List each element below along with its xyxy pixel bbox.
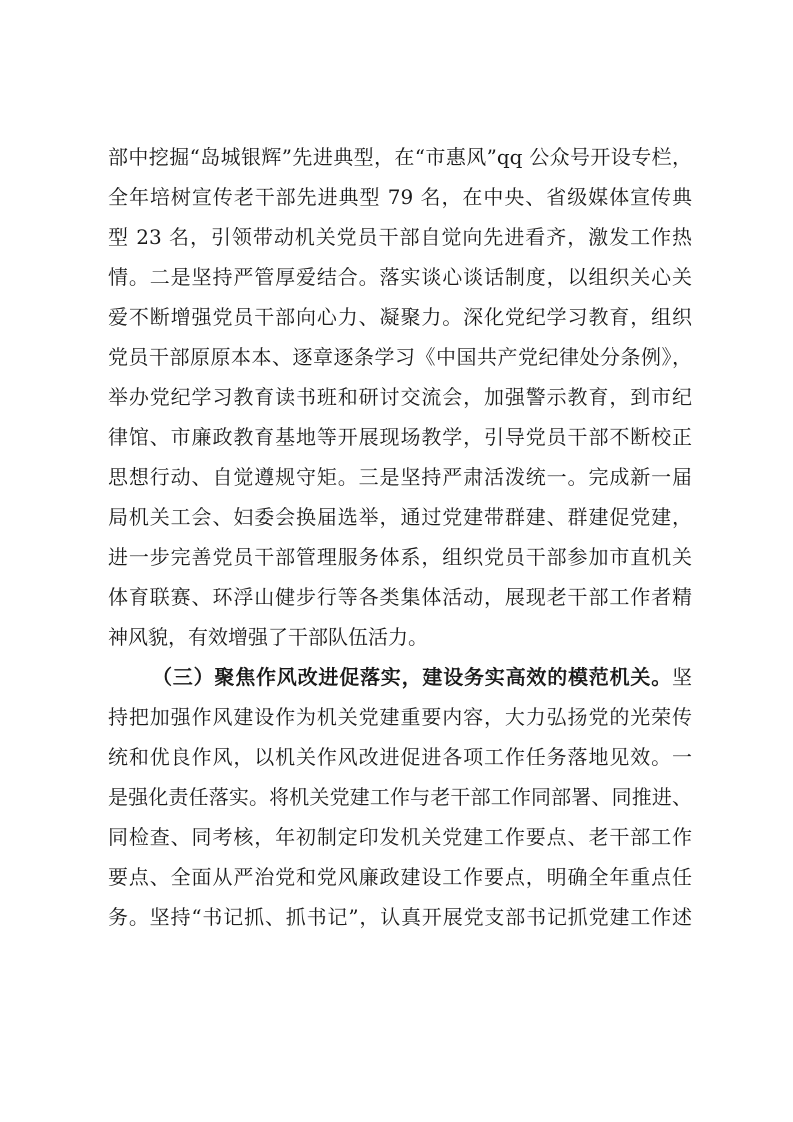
heading-line-tail: 坚 [672,665,692,689]
document-body [108,137,692,937]
section-heading-line [108,657,692,697]
text-line: 局机关工会、妇委会换届选举，通过党建带群建、群建促党建， [108,505,692,529]
text-line: 思想行动、自觉遵规守矩。三是坚持严肃活泼统一。完成新一届 [108,465,692,489]
text-line: 要点、全面从严治党和党风廉政建设工作要点，明确全年重点任 [108,865,692,889]
text-line: 统和优良作风，以机关作风改进促进各项工作任务落地见效。一 [108,745,692,769]
text-line: 是强化责任落实。将机关党建工作与老干部工作同部署、同推进、 [108,785,692,809]
text-line: 同检查、同考核，年初制定印发机关党建工作要点、老干部工作 [108,825,692,849]
text-line: 务。坚持“书记抓、抓书记”，认真开展党支部书记抓党建工作述 [108,905,692,929]
section-heading: （三）聚焦作风改进促落实，建设务实高效的模范机关。 [152,665,672,689]
text-line: 律馆、市廉政教育基地等开展现场教学，引导党员干部不断校正 [108,425,692,449]
text-line: 型 23 名，引领带动机关党员干部自觉向先进看齐，激发工作热 [108,225,692,249]
text-line: 进一步完善党员干部管理服务体系，组织党员干部参加市直机关 [108,545,692,569]
text-line: 神风貌，有效增强了干部队伍活力。 [108,625,428,649]
text-line: 全年培树宣传老干部先进典型 79 名，在中央、省级媒体宣传典 [108,185,692,209]
paragraph-1 [108,137,692,657]
paragraph-2 [108,657,692,937]
text-line: 爱不断增强党员干部向心力、凝聚力。深化党纪学习教育，组织 [108,305,692,329]
text-line: 情。二是坚持严管厚爱结合。落实谈心谈话制度，以组织关心关 [108,265,692,289]
text-line: 举办党纪学习教育读书班和研讨交流会，加强警示教育，到市纪 [108,385,692,409]
text-line: 部中挖掘“岛城银辉”先进典型，在“市惠风”qq 公众号开设专栏， [108,145,692,169]
text-line: 党员干部原原本本、逐章逐条学习《中国共产党纪律处分条例》， [108,345,692,369]
text-line: 体育联赛、环浮山健步行等各类集体活动，展现老干部工作者精 [108,585,692,609]
text-line: 持把加强作风建设作为机关党建重要内容，大力弘扬党的光荣传 [108,705,692,729]
